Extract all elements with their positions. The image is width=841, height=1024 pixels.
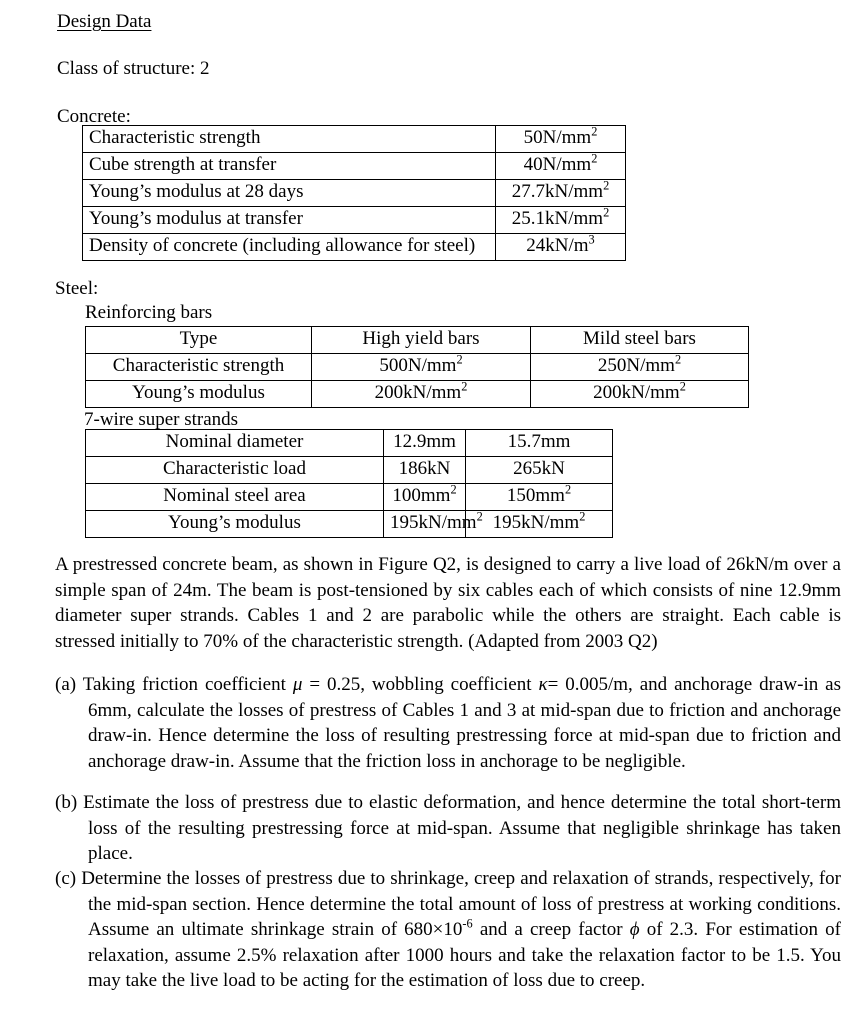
value-text: 15.7mm: [507, 431, 571, 452]
question-b-text: Estimate the loss of prestress due to elastic deformation, and hence determine the total short-term loss of the resulting prestressing force at mid-span. Assume that negligible shrinkage has taken place.: [83, 792, 841, 864]
strands-property-label: Nominal diameter: [86, 430, 384, 457]
question-c-label: (c): [55, 868, 77, 889]
value-superscript: 2: [674, 352, 682, 367]
table-row: [83, 180, 626, 207]
value-superscript: 2: [603, 178, 610, 193]
value-text: 27.7kN/mm: [511, 181, 604, 202]
concrete-property-value: [496, 153, 626, 180]
table-row: [86, 457, 613, 484]
concrete-property-label: Cube strength at transfer: [83, 153, 496, 180]
mu-symbol: μ: [292, 674, 303, 695]
concrete-property-label: Density of concrete (including allowance for steel): [83, 234, 496, 261]
concrete-properties-table: [82, 125, 626, 261]
concrete-property-value: [496, 126, 626, 153]
value-superscript: 2: [679, 379, 686, 394]
question-a-text-3: = 0.005/m, and anchorage draw-in as 6mm, calculate the losses of prestress of Cables 1 and 3 at mid-span due to friction and anchorage draw-in. Hence determine the loss of resulting prestressing force at mid-span due to friction and anchorage draw-in. Assume that the friction loss in anchorage to be negligible.: [88, 674, 841, 772]
value-superscript: 2: [461, 379, 468, 394]
concrete-property-value: [496, 207, 626, 234]
super-strands-label: 7-wire super strands: [84, 409, 239, 430]
value-text: 265kN: [513, 458, 565, 479]
question-c-superscript: -6: [462, 916, 473, 931]
phi-symbol: ϕ: [629, 919, 640, 940]
value-text: 12.9mm: [393, 431, 456, 452]
strands-value-15-7mm: [466, 430, 613, 457]
rebars-header-type: Type: [86, 327, 312, 354]
rebars-property-label: Young’s modulus: [86, 381, 312, 408]
value-superscript: 2: [579, 509, 586, 524]
question-part-b: [55, 790, 841, 867]
strands-property-label: Characteristic load: [86, 457, 384, 484]
strands-value-15-7mm: [466, 457, 613, 484]
super-strands-table: [85, 429, 613, 538]
question-b-label: (b): [55, 792, 78, 813]
strands-property-label: Nominal steel area: [86, 484, 384, 511]
question-c-text-3: of 2.3. For estimation of relaxation, assume 2.5% relaxation after 1000 hours and take the relaxation factor to be 1.5. You may take the live load to be acting for the estimation of loss due to creep.: [88, 919, 841, 991]
table-row: [86, 354, 749, 381]
value-text: 100mm: [392, 485, 451, 506]
rebars-high-yield-value: [312, 354, 531, 381]
rebars-property-label: Characteristic strength: [86, 354, 312, 381]
rebars-header-mild-steel: Mild steel bars: [531, 327, 749, 354]
value-text: 195kN/mm: [492, 512, 580, 533]
table-header-row: [86, 327, 749, 354]
strands-value-12-9mm: [384, 430, 466, 457]
strands-value-15-7mm: [466, 511, 613, 538]
concrete-property-value: [496, 234, 626, 261]
question-part-c: [55, 866, 841, 994]
concrete-property-label: Young’s modulus at transfer: [83, 207, 496, 234]
question-a-text-1: Taking friction coefficient: [82, 674, 293, 695]
reinforcing-bars-label: Reinforcing bars: [85, 302, 213, 323]
value-text: 200kN/mm: [593, 382, 680, 403]
value-superscript: 2: [591, 124, 598, 139]
value-text: 25.1kN/mm: [511, 208, 604, 229]
table-row: [86, 484, 613, 511]
value-text: 250N/mm: [597, 355, 675, 376]
class-of-structure-text: Class of structure: 2: [57, 58, 210, 79]
value-text: 150mm: [506, 485, 565, 506]
strands-value-12-9mm: [384, 509, 483, 538]
table-row: [86, 381, 749, 408]
strands-value-12-9mm: [384, 457, 466, 484]
value-superscript: 3: [588, 232, 595, 247]
page-title: Design Data: [57, 11, 152, 32]
rebars-mild-steel-value: [531, 381, 749, 408]
steel-section-label: Steel:: [55, 278, 99, 299]
table-row: [83, 207, 626, 234]
value-text: 50N/mm: [523, 127, 592, 148]
question-a-label: (a): [55, 674, 77, 695]
value-text: 186kN: [398, 458, 451, 479]
strands-property-label: Young’s modulus: [86, 511, 384, 538]
value-text: 500N/mm: [379, 355, 457, 376]
concrete-section-label: Concrete:: [57, 106, 131, 127]
table-row: [83, 234, 626, 261]
value-text: 195kN/mm: [390, 512, 477, 533]
rebars-high-yield-value: [312, 381, 531, 408]
strands-value-12-9mm: [384, 484, 466, 511]
value-superscript: 2: [564, 482, 572, 497]
value-text: 24kN/m: [526, 235, 589, 256]
question-part-a: [55, 672, 841, 774]
table-row: [83, 126, 626, 153]
question-c-text-1: Determine the losses of prestress due to shrinkage, creep and relaxation of strands, respectively, for the mid-span section. Hence determine the total amount of loss of prestress at working conditions. Assume an ultimate shrinkage strain of 680×10: [81, 868, 841, 940]
concrete-property-value: [496, 180, 626, 207]
kappa-symbol: κ: [538, 674, 548, 695]
value-superscript: 2: [591, 151, 598, 166]
rebars-mild-steel-value: [531, 354, 749, 381]
concrete-property-label: Young’s modulus at 28 days: [83, 180, 496, 207]
value-superscript: 2: [476, 509, 483, 524]
intro-paragraph: A prestressed concrete beam, as shown in Figure Q2, is designed to carry a live load of 26kN/m over a simple span of 24m. The beam is post-tensioned by six cables each of which consists of nine 12.9mm diameter super strands. Cables 1 and 2 are parabolic while the others are straight. Each cable is stressed initially to 70% of the characteristic strength. (Adapted from 2003 Q2): [55, 554, 841, 652]
question-c-text-2: and a creep factor: [472, 919, 630, 940]
rebars-header-high-yield: High yield bars: [312, 327, 531, 354]
value-text: 40N/mm: [523, 154, 592, 175]
question-a-text-2: = 0.25, wobbling coefficient: [302, 674, 539, 695]
strands-value-15-7mm: [466, 484, 613, 511]
table-row: [83, 153, 626, 180]
reinforcing-bars-table: [85, 326, 749, 408]
value-text: 200kN/mm: [374, 382, 462, 403]
value-superscript: 2: [456, 352, 463, 367]
value-superscript: 2: [603, 205, 610, 220]
value-superscript: 2: [450, 482, 457, 497]
table-row: [86, 430, 613, 457]
table-row: [86, 511, 613, 538]
concrete-property-label: Characteristic strength: [83, 126, 496, 153]
